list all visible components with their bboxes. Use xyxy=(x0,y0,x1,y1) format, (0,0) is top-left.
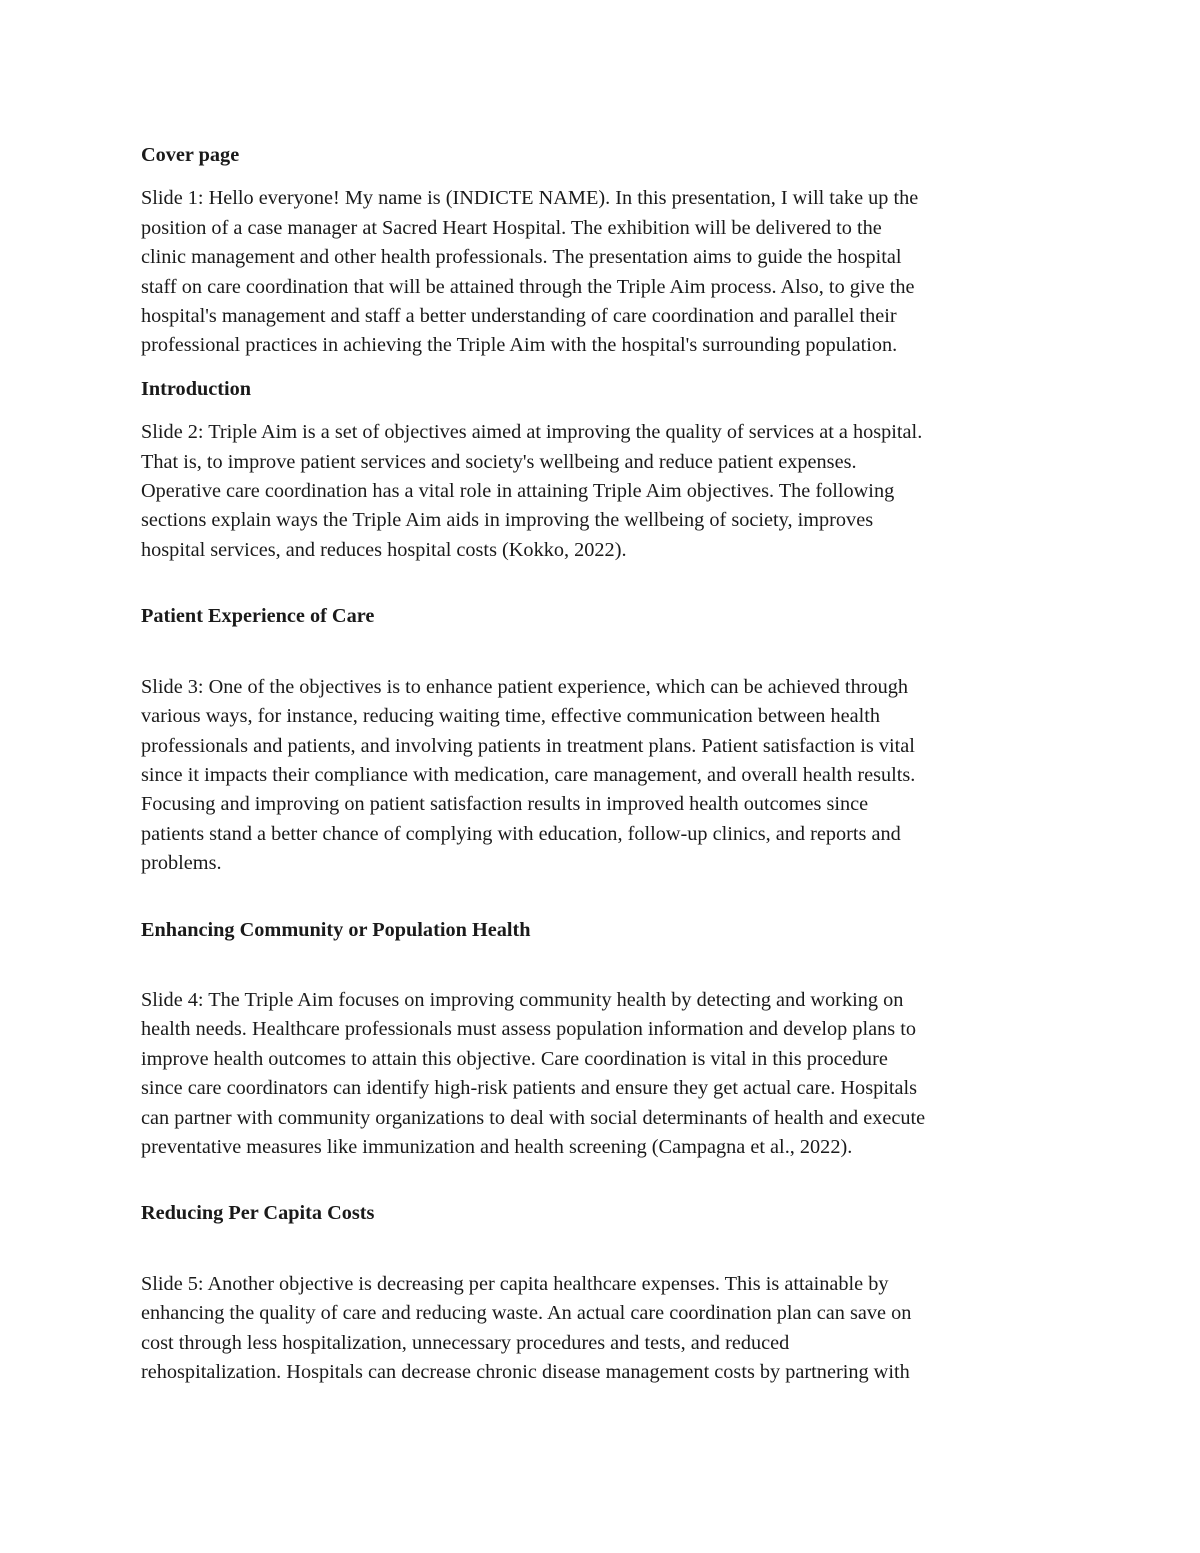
text-line: problems. xyxy=(141,852,222,875)
text-line: Slide 4: The Triple Aim focuses on improving community health by detecting and working on xyxy=(141,988,904,1011)
paragraph-slide-4 xyxy=(141,986,1061,1162)
text-line: since care coordinators can identify high-risk patients and ensure they get actual care. Hospitals xyxy=(141,1077,918,1100)
paragraph-slide-2 xyxy=(141,418,1061,565)
text-line: professionals and patients, and involving patients in treatment plans. Patient satisfaction is vital xyxy=(141,734,915,757)
text-line: preventative measures like immunization and health screening (Campagna et al., 2022). xyxy=(141,1135,853,1158)
text-line: improve health outcomes to attain this objective. Care coordination is vital in this procedure xyxy=(141,1047,888,1070)
text-line: Slide 1: Hello everyone! My name is (INDICTE NAME). In this presentation, I will take up the xyxy=(141,187,919,210)
text-line: can partner with community organizations to deal with social determinants of health and execute xyxy=(141,1106,926,1129)
text-line: hospital's management and staff a better understanding of care coordination and parallel their xyxy=(141,305,897,328)
text-line: position of a case manager at Sacred Heart Hospital. The exhibition will be delivered to the xyxy=(141,216,882,239)
heading-cover-page: Cover page xyxy=(141,144,240,166)
text-line: clinic management and other health professionals. The presentation aims to guide the hospital xyxy=(141,246,902,269)
text-line: Operative care coordination has a vital role in attaining Triple Aim objectives. The following xyxy=(141,480,895,503)
text-line: various ways, for instance, reducing waiting time, effective communication between health xyxy=(141,705,881,728)
text-line: Focusing and improving on patient satisfaction results in improved health outcomes since xyxy=(141,793,869,816)
text-line: Slide 3: One of the objectives is to enhance patient experience, which can be achieved through xyxy=(141,675,909,698)
heading-introduction: Introduction xyxy=(141,377,252,400)
paragraph-slide-1 xyxy=(141,184,1061,360)
text-line: That is, to improve patient services and society's wellbeing and reduce patient expenses. xyxy=(141,450,857,473)
text-line: Slide 2: Triple Aim is a set of objectives aimed at improving the quality of services at a hospital. xyxy=(141,421,923,444)
heading-community-health: Enhancing Community or Population Health xyxy=(141,918,531,941)
text-line: staff on care coordination that will be attained through the Triple Aim process. Also, to give the xyxy=(141,275,915,298)
text-line: enhancing the quality of care and reducing waste. An actual care coordination plan can save on xyxy=(141,1302,912,1325)
text-line: since it impacts their compliance with medication, care management, and overall health results. xyxy=(141,763,916,786)
heading-per-capita-costs: Reducing Per Capita Costs xyxy=(141,1202,375,1225)
text-line: sections explain ways the Triple Aim aids in improving the wellbeing of society, improves xyxy=(141,509,874,532)
text-line: rehospitalization. Hospitals can decrease chronic disease management costs by partnering with xyxy=(141,1361,910,1383)
text-line: health needs. Healthcare professionals must assess population information and develop plans to xyxy=(141,1018,917,1041)
text-line: Slide 5: Another objective is decreasing per capita healthcare expenses. This is attainable by xyxy=(141,1272,889,1295)
heading-patient-experience: Patient Experience of Care xyxy=(141,605,375,628)
paragraph-slide-3 xyxy=(141,673,1061,879)
text-line: professional practices in achieving the Triple Aim with the hospital's surrounding population. xyxy=(141,334,898,357)
text-line: hospital services, and reduces hospital costs (Kokko, 2022). xyxy=(141,538,627,561)
document-body xyxy=(141,141,1061,1387)
paragraph-slide-5 xyxy=(141,1270,1061,1388)
text-line: cost through less hospitalization, unnecessary procedures and tests, and reduced xyxy=(141,1331,790,1354)
text-line: patients stand a better chance of complying with education, follow-up clinics, and reports and xyxy=(141,822,901,845)
